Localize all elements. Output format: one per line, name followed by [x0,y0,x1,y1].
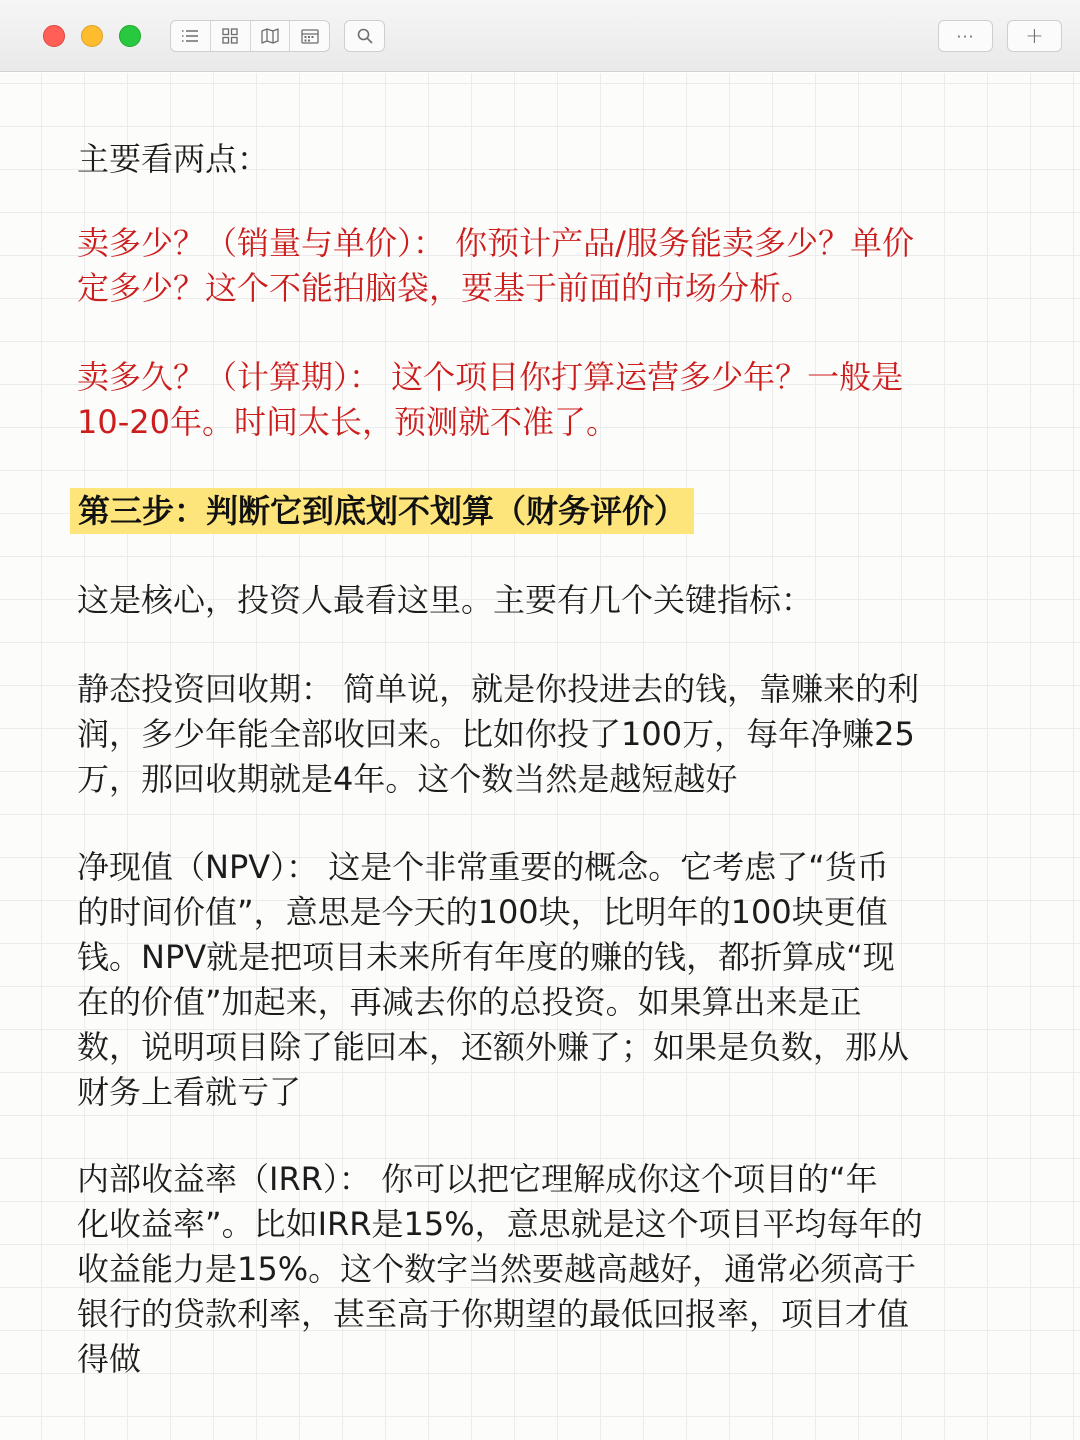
text-line: 化收益率”。比如IRR是15%，意思就是这个项目平均每年的 [77,1205,923,1243]
calendar-icon[interactable] [290,21,329,51]
text-line: 银行的贷款利率，甚至高于你期望的最低回报率，项目才值 [77,1295,910,1333]
paragraph-core [77,578,1007,623]
map-icon[interactable] [251,21,291,51]
text-line: 卖多少？（销量与单价）： 你预计产品/服务能卖多少？单价 [77,224,914,262]
text-line: 10-20年。时间太长，预测就不准了。 [77,403,618,441]
paragraph-npv [77,845,1007,1115]
text-line: 财务上看就亏了 [77,1073,302,1111]
text-line: 卖多久？（计算期）： 这个项目你打算运营多少年？一般是 [77,358,904,396]
text-line: 收益能力是15%。这个数字当然要越高越好，通常必须高于 [77,1250,917,1288]
text-line: 主要看两点： [77,140,270,178]
paragraph-sales-volume [77,221,1007,311]
text-line: 定多少？这个不能拍脑袋，要基于前面的市场分析。 [77,269,814,307]
grid-icon[interactable] [211,21,251,51]
paragraph-irr [77,1157,1007,1382]
text-line: 数，说明项目除了能回本，还额外赚了；如果是负数，那从 [77,1028,910,1066]
list-icon[interactable] [171,21,211,51]
zoom-window-button[interactable] [119,25,141,47]
section-heading-step-three: 第三步：判断它到底划不划算（财务评价） [70,488,694,534]
minimize-window-button[interactable] [81,25,103,47]
text-line: 得做 [77,1340,142,1378]
search-icon [357,28,373,44]
text-line: 净现值（NPV）： 这是个非常重要的概念。它考虑了“货币 [77,848,889,886]
text-line: 的时间价值”，意思是今天的100块，比明年的100块更值 [77,893,888,931]
add-button[interactable]: + [1007,20,1062,52]
text-line: 润，多少年能全部收回来。比如你投了100万，每年净赚25 [77,715,915,753]
text-line: 万，那回收期就是4年。这个数当然是越短越好 [77,760,738,798]
view-switcher [170,20,330,52]
close-window-button[interactable] [43,25,65,47]
paragraph-payback [77,667,1007,802]
window-titlebar [0,0,1080,72]
text-line: 内部收益率（IRR）： 你可以把它理解成你这个项目的“年 [77,1160,878,1198]
text-line: 这是核心，投资人最看这里。主要有几个关键指标： [77,581,814,619]
note-editor[interactable] [0,73,1080,1440]
search-button[interactable] [344,20,385,52]
paragraph-intro [77,137,1007,182]
text-line: 静态投资回收期： 简单说，就是你投进去的钱，靠赚来的利 [77,670,920,708]
more-button[interactable]: ··· [938,20,993,52]
text-line: 钱。NPV就是把项目未来所有年度的赚的钱，都折算成“现 [77,938,895,976]
paragraph-calc-period [77,355,1007,445]
text-line: 在的价值”加起来，再减去你的总投资。如果算出来是正 [77,983,862,1021]
